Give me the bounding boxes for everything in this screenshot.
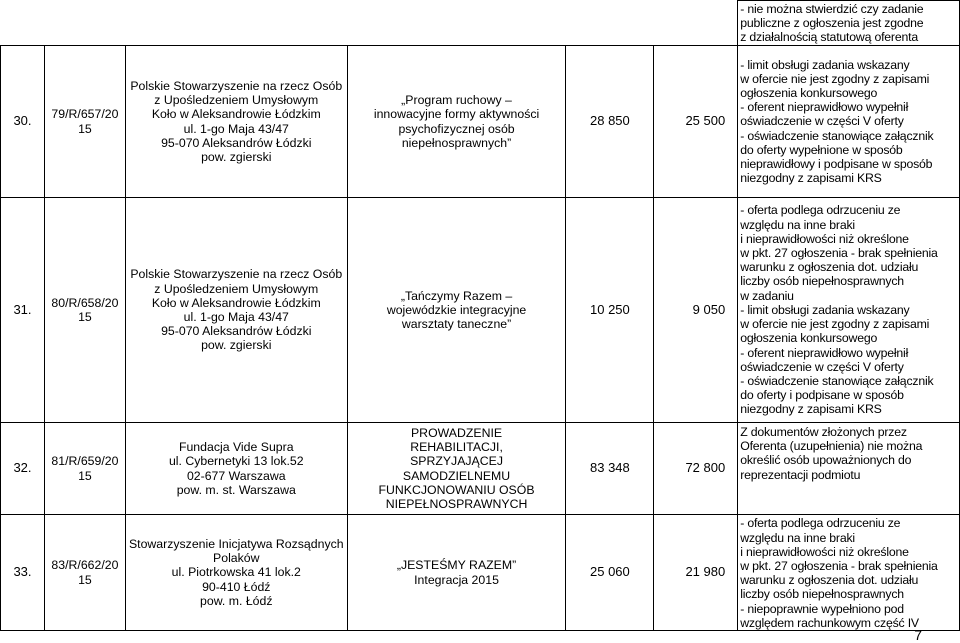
amount-total: 9 050 bbox=[654, 198, 738, 423]
amount-requested: 10 250 bbox=[566, 198, 654, 423]
task-title: „JESTEŚMY RAZEM” Integracja 2015 bbox=[347, 515, 566, 631]
reference-number: 80/R/658/20 15 bbox=[44, 198, 125, 423]
amount-requested: 83 348 bbox=[566, 423, 654, 515]
table-row bbox=[1, 198, 960, 423]
row-number: 30. bbox=[1, 46, 45, 198]
row-number: 31. bbox=[1, 198, 45, 423]
notes-cell: Z dokumentów złożonych przez Oferenta (uzupełnienia) nie można określić osób upoważnionych do reprezentacji podmiotu bbox=[738, 423, 960, 515]
reference-number: 83/R/662/20 15 bbox=[44, 515, 125, 631]
amount-total: 25 500 bbox=[654, 46, 738, 198]
amount-requested: 25 060 bbox=[566, 515, 654, 631]
amount-total: 72 800 bbox=[654, 423, 738, 515]
organization-cell: Stowarzyszenie Inicjatywa Rozsądnych Polaków ul. Piotrkowska 41 lok.2 90-410 Łódź pow. m. Łódź bbox=[125, 515, 347, 631]
task-title: PROWADZENIE REHABILITACJI, SPRZYJAJĄCEJ SAMODZIELNEMU FUNKCJONOWANIU OSÓB NIEPEŁNOSPRAWNYCH bbox=[347, 423, 566, 515]
table-row bbox=[1, 46, 960, 198]
notes-cell: - oferta podlega odrzuceniu ze względu na inne braki i nieprawidłowości niż określone w pkt. 27 ogłoszenia - brak spełnienia warunku z ogłoszenia dot. udziału liczby osób niepełnosprawnych w zadaniu - limit obsługi zadania wskazany w ofercie nie jest zgodny z zapisami ogłoszenia konkursowego - oferent nieprawidłowo wypełnił oświadczenie w części V oferty - oświadczenie stanowiące załącznik do oferty i podpisane w sposób niezgodny z zapisami KRS bbox=[738, 198, 960, 423]
organization-cell: Polskie Stowarzyszenie na rzecz Osób z Upośledzeniem Umysłowym Koło w Aleksandrowie Łódzkim ul. 1-go Maja 43/47 95-070 Aleksandrów Łódzki pow. zgierski bbox=[125, 46, 347, 198]
row-number: 33. bbox=[1, 515, 45, 631]
header-note-cell: - nie można stwierdzić czy zadanie publiczne z ogłoszenia jest zgodne z działalnością statutową oferenta bbox=[738, 1, 960, 46]
amount-total: 21 980 bbox=[654, 515, 738, 631]
reference-number: 81/R/659/20 15 bbox=[44, 423, 125, 515]
amount-requested: 28 850 bbox=[566, 46, 654, 198]
organization-cell: Fundacja Vide Supra ul. Cybernetyki 13 lok.52 02-677 Warszawa pow. m. st. Warszawa bbox=[125, 423, 347, 515]
task-title: „Tańczymy Razem – wojewódzkie integracyjne warsztaty taneczne” bbox=[347, 198, 566, 423]
row-number: 32. bbox=[1, 423, 45, 515]
organization-cell: Polskie Stowarzyszenie na rzecz Osób z Upośledzeniem Umysłowym Koło w Aleksandrowie Łódzkim ul. 1-go Maja 43/47 95-070 Aleksandrów Łódzki pow. zgierski bbox=[125, 198, 347, 423]
table-row bbox=[1, 515, 960, 631]
notes-cell: - limit obsługi zadania wskazany w ofercie nie jest zgodny z zapisami ogłoszenia konkursowego - oferent nieprawidłowo wypełnił oświadczenie w części V oferty - oświadczenie stanowiące załącznik do oferty wypełnione w sposób nieprawidłowy i podpisane w sposób niezgodny z zapisami KRS bbox=[738, 46, 960, 198]
notes-cell: - oferta podlega odrzuceniu ze względu na inne braki i nieprawidłowości niż określone w pkt. 27 ogłoszenia - brak spełnienia warunku z ogłoszenia dot. udziału liczby osób niepełnosprawnych - niepoprawnie wypełniono pod względem rachunkowym część IV bbox=[738, 515, 960, 631]
reference-number: 79/R/657/20 15 bbox=[44, 46, 125, 198]
table-row bbox=[1, 423, 960, 515]
page-number: 7 bbox=[914, 627, 922, 643]
header-note-row bbox=[1, 1, 960, 46]
task-title: „Program ruchowy – innowacyjne formy aktywności psychofizycznej osób niepełnosprawnych” bbox=[347, 46, 566, 198]
